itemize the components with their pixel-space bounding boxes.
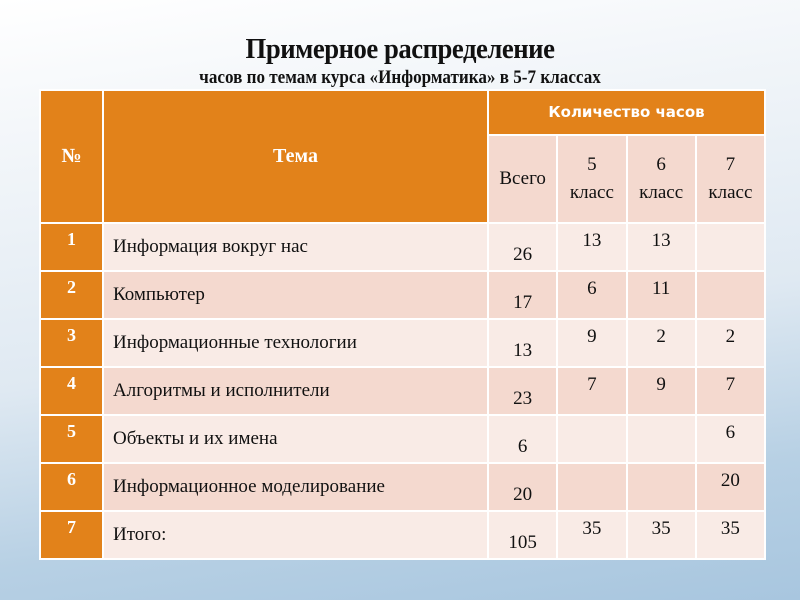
row-grade-5: 9 [557, 319, 626, 367]
table-row-total [40, 511, 765, 559]
row-grade-6 [627, 415, 696, 463]
table-row [40, 415, 765, 463]
row-grade-7: 2 [696, 319, 765, 367]
row-grade-5: 35 [557, 511, 626, 559]
header-grade-5 [557, 135, 626, 223]
row-topic: Информационные технологии [103, 319, 488, 367]
row-number: 3 [40, 319, 103, 367]
row-grade-6: 2 [627, 319, 696, 367]
grade-7-label: класс [708, 181, 753, 203]
row-topic: Объекты и их имена [103, 415, 488, 463]
grade-7-number: 7 [725, 153, 736, 175]
row-total: 105 [488, 511, 557, 559]
row-grade-5: 13 [557, 223, 626, 271]
row-grade-6: 35 [627, 511, 696, 559]
table-row [40, 463, 765, 511]
row-grade-7: 7 [696, 367, 765, 415]
row-total: 26 [488, 223, 557, 271]
header-number: № [40, 90, 103, 223]
row-grade-7 [696, 271, 765, 319]
row-grade-7: 35 [696, 511, 765, 559]
row-total: 17 [488, 271, 557, 319]
row-grade-5 [557, 415, 626, 463]
header-total: Всего [488, 135, 557, 223]
row-total: 20 [488, 463, 557, 511]
header-hours: Количество часов [488, 90, 765, 135]
grade-5-label: класс [569, 181, 614, 203]
row-grade-7 [696, 223, 765, 271]
header-grade-6 [627, 135, 696, 223]
grade-5-number: 5 [587, 153, 597, 175]
row-grade-5: 6 [557, 271, 626, 319]
row-number: 2 [40, 271, 103, 319]
row-grade-6: 9 [627, 367, 696, 415]
row-grade-7: 6 [696, 415, 765, 463]
header-topic: Тема [103, 90, 488, 223]
row-number: 1 [40, 223, 103, 271]
row-number: 5 [40, 415, 103, 463]
row-total: 6 [488, 415, 557, 463]
row-number: 4 [40, 367, 103, 415]
row-topic: Алгоритмы и исполнители [103, 367, 488, 415]
table-row [40, 271, 765, 319]
row-grade-6: 11 [627, 271, 696, 319]
row-number: 6 [40, 463, 103, 511]
row-grade-5: 7 [557, 367, 626, 415]
row-grade-6: 13 [627, 223, 696, 271]
header-grade-7 [696, 135, 765, 223]
slide-subtitle: часов по темам курса «Информатика» в 5-7 классах [199, 67, 601, 88]
table-row [40, 319, 765, 367]
row-grade-5 [557, 463, 626, 511]
row-grade-6 [627, 463, 696, 511]
grade-6-label: класс [639, 181, 684, 203]
row-topic: Итого: [103, 511, 488, 559]
row-topic: Компьютер [103, 271, 488, 319]
grade-6-number: 6 [656, 153, 666, 175]
table-row [40, 223, 765, 271]
row-total: 23 [488, 367, 557, 415]
table-row [40, 367, 765, 415]
slide-title: Примерное распределение [245, 33, 555, 65]
row-topic: Информационное моделирование [103, 463, 488, 511]
row-grade-7: 20 [696, 463, 765, 511]
header-row-top [40, 90, 765, 135]
row-topic: Информация вокруг нас [103, 223, 488, 271]
hours-distribution-table [39, 89, 766, 560]
row-total: 13 [488, 319, 557, 367]
row-number: 7 [40, 511, 103, 559]
